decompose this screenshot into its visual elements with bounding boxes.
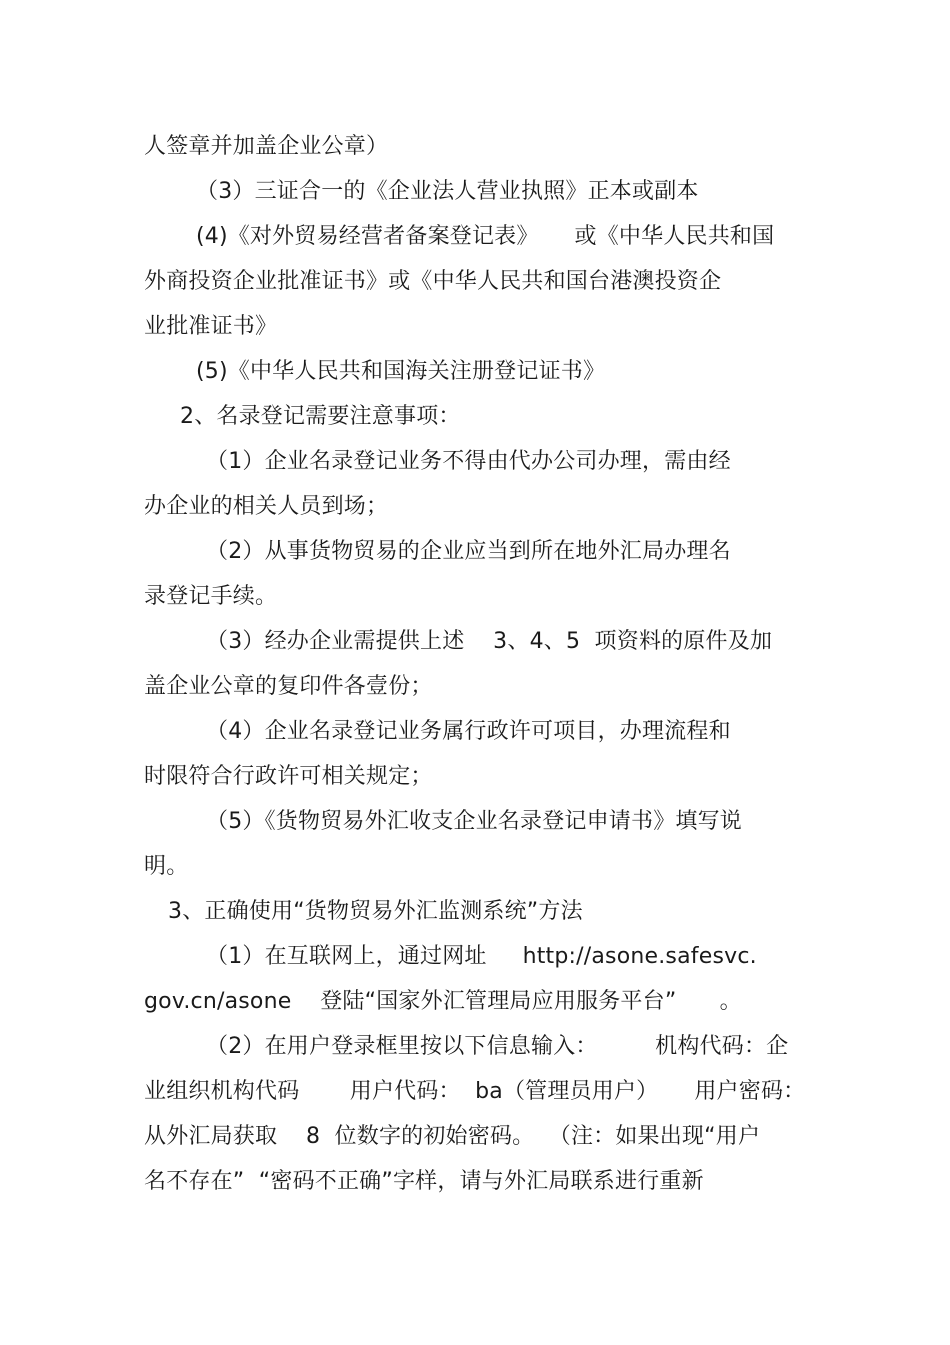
text-line-14: （4）企业名录登记业务属行政许可项目，办理流程和: [206, 719, 731, 744]
text-line-24: 名不存在” “密码不正确”字样，请与外汇局联系进行重新: [144, 1169, 704, 1194]
section-heading-2: 2、名录登记需要注意事项：: [180, 404, 461, 429]
text-line-23: 从外汇局获取 8 位数字的初始密码。 （注：如果出现“用户: [144, 1124, 761, 1149]
text-line-12: （3）经办企业需提供上述 3、4、5 项资料的原件及加: [206, 629, 773, 654]
text-line-9: 办企业的相关人员到场；: [144, 494, 389, 519]
text-line-11: 录登记手续。: [144, 584, 278, 609]
text-line-4: 外商投资企业批准证书》或《中华人民共和国台港澳投资企: [144, 269, 722, 294]
text-line-17: 明。: [144, 854, 189, 879]
text-line-6: (5)《中华人民共和国海关注册登记证书》: [196, 359, 606, 384]
text-line-10: （2）从事货物贸易的企业应当到所在地外汇局办理名: [206, 539, 731, 564]
text-line-5: 业批准证书》: [144, 314, 278, 339]
text-line-22: 业组织机构代码 用户代码： ba（管理员用户） 用户密码：: [144, 1079, 806, 1104]
text-line-3: (4)《对外贸易经营者备案登记表》 或《中华人民共和国: [196, 224, 775, 249]
section-heading-3: 3、正确使用“货物贸易外汇监测系统”方法: [168, 899, 583, 924]
text-line-19: （1）在互联网上，通过网址 http://asone.safesvc.: [206, 944, 757, 969]
text-line-21: （2）在用户登录框里按以下信息输入： 机构代码：企: [206, 1034, 789, 1059]
text-line-1: 人签章并加盖企业公章）: [144, 134, 389, 159]
text-line-15: 时限符合行政许可相关规定；: [144, 764, 433, 789]
text-line-13: 盖企业公章的复印件各壹份；: [144, 674, 433, 699]
text-line-2: （3）三证合一的《企业法人营业执照》正本或副本: [196, 179, 699, 204]
text-line-16: （5）《货物贸易外汇收支企业名录登记申请书》填写说: [206, 809, 742, 834]
text-line-8: （1）企业名录登记业务不得由代办公司办理，需由经: [206, 449, 731, 474]
text-line-20: gov.cn/asone 登陆“国家外汇管理局应用服务平台” 。: [144, 989, 742, 1014]
